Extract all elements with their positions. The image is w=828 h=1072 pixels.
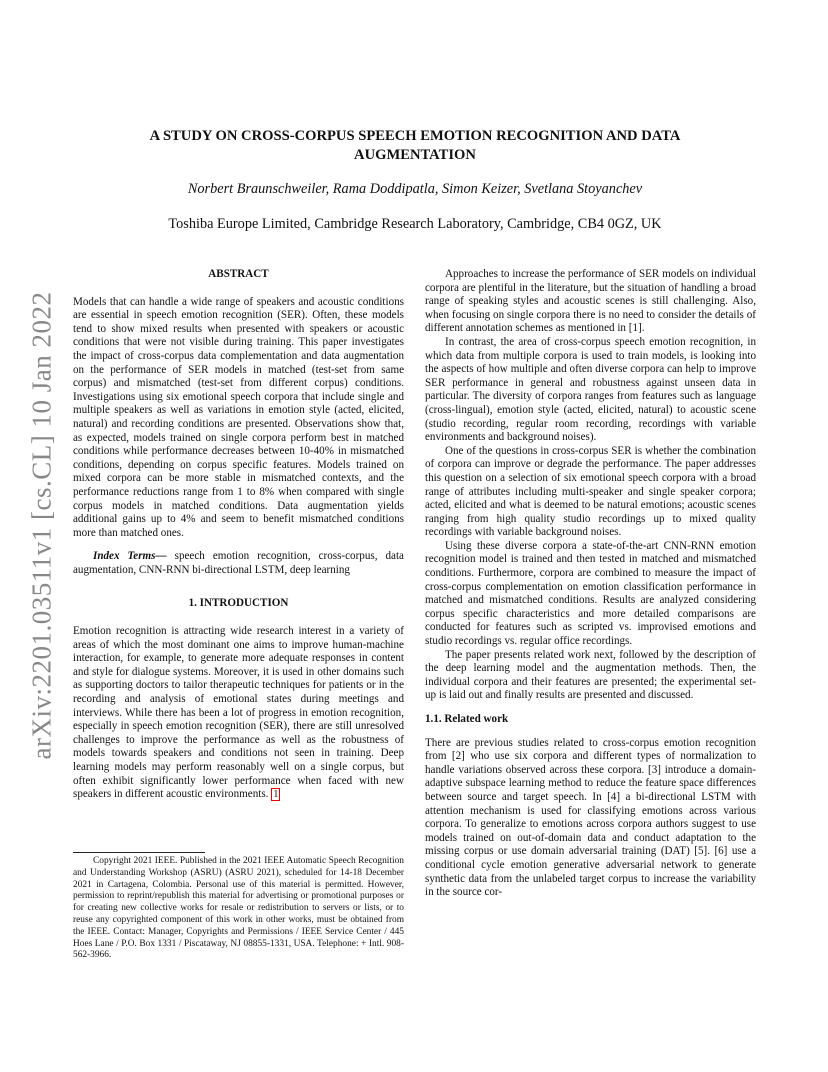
- related-work-text-1: There are previous studies related to cross-corpus emotion recognition from: [425, 736, 756, 763]
- index-terms-text: speech emotion recognition, cross-corpus, data augmentation, CNN-RNN bi-directional LSTM, deep learning: [73, 550, 404, 576]
- citation-link-5[interactable]: [5]: [694, 845, 708, 858]
- introduction-paragraph-1: [73, 625, 404, 802]
- citation-link-6[interactable]: [6]: [714, 845, 728, 858]
- index-terms-label: Index Terms—: [93, 550, 167, 563]
- citation-link-3[interactable]: [3]: [648, 763, 661, 776]
- abstract-text: Models that can handle a wide range of speakers and acoustic conditions are essential in speech emotion recognition (SER). Often, these models tend to show mixed results when presented with speakers or acoustic conditions that were not visible during training. This paper investigates the impact of cross-corpus data complementation and data augmentation on the performance of SER models in matched (test-set from same corpus) and mismatched (test-set from different corpus) conditions. Investigations using six emotional speech corpora that include single and multiple speakers as well as variations in emotion style (acted, elicited, natural) and recording conditions are presented. Observations show that, as expected, models trained on single corpora perform best in matched conditions while performance decreases between 10-40% in mismatched conditions, depending on corpus specific features. Models trained on mixed corpora can be more stable in mismatched contexts, and the performance reductions range from 1 to 8% when compared with single corpus models in matched conditions. Data augmentation yields additional gains up to 4% and seem to benefit mismatched conditions more than matched ones.: [73, 295, 404, 539]
- arxiv-identifier-text: arXiv:2201.03511v1 [cs.CL] 10 Jan 2022: [26, 291, 57, 759]
- related-work-text-3: introduce a domain-adaptive subspace learning method to reduce the feature space differences between source and target speech. In: [425, 763, 756, 803]
- citation-link-4[interactable]: [4]: [607, 790, 621, 803]
- citation-link-1[interactable]: [1]: [628, 322, 642, 335]
- related-work-text-2: who use six corpora and different types of normalization to handle variations observed across these corpora.: [425, 750, 756, 776]
- related-work-text-6: use a conditional cycle emotion generative adversarial network to generate synthetic data from the unlabeled target corpus to increase the variability in the source cor-: [425, 845, 757, 899]
- right-column: [425, 268, 756, 900]
- citation-link-2[interactable]: [2]: [451, 750, 465, 763]
- footnote-marker-link[interactable]: 1: [273, 789, 279, 801]
- introduction-paragraph-2-end: .: [641, 322, 645, 335]
- paper-authors: Norbert Braunschweiler, Rama Doddipatla, Simon Keizer, Svetlana Stoyanchev: [187, 181, 643, 197]
- introduction-paragraph-4: One of the questions in cross-corpus SER is whether the combination of corpora can improve or degrade the performance. The paper addresses this question on a selection of six emotional speech corpora with a broad range of attributes including multi-speaker and single speaker corpora; acted, elicited and what is deemed to be natural emotions; acoustic scenes ranging from high quality studio recordings up to mixed quality recordings with variable background noises.: [425, 444, 756, 539]
- paper-affiliation: Toshiba Europe Limited, Cambridge Research Laboratory, Cambridge, CB4 0GZ, UK: [168, 216, 662, 232]
- introduction-paragraph-1-text: Emotion recognition is attracting wide research interest in a variety of areas of which the most dominant one aims to improve human-machine interaction, for example, to generate more adequate responses in content and style for dialogue systems. Moreover, it is used in other domains such as supporting doctors to tailor therapeutic techniques for patients or in the recording and analysis of emotional states during meetings and interviews. While there has been a lot of progress in emotion recognition, especially in speech emotion recognition (SER), there are still unresolved challenges to improve the performance as well as the robustness of models towards speakers and conditions not seen in training. Deep learning models may perform reasonably well on a single corpus, but often exhibit significantly lower performance when faced with new speakers in different acoustic environments.: [73, 625, 404, 801]
- introduction-paragraph-2: [425, 268, 756, 336]
- copyright-footnote: Copyright 2021 IEEE. Published in the 2021 IEEE Automatic Speech Recognition and Understanding Workshop (ASRU) (ASRU 2021), scheduled for 14-18 December 2021 in Cartagena, Colombia. Personal use of this material is permitted. However, permission to reprint/republish this material for advertising or promotional purposes or for creating new collective works for resale or redistribution to servers or lists, or to reuse any copyrighted component of this work in other works, must be obtained from the IEEE. Contact: Manager, Copyrights and Permissions / IEEE Service Center / 445 Hoes Lane / P.O. Box 1331 / Piscataway, NJ 08855-1331, USA. Telephone: + Intl. 908-562-3966.: [73, 856, 404, 961]
- introduction-heading: 1. INTRODUCTION: [188, 597, 289, 610]
- related-work-text-5: .: [707, 845, 715, 858]
- index-terms: [73, 550, 404, 577]
- introduction-paragraph-3: In contrast, the area of cross-corpus speech emotion recognition, in which data from multiple corpora is used to train models, is looking into the aspects of how multiple and often diverse corpora can help to improve SER performance in general and robustness against unseen data in particular. The diversity of corpora ranges from features such as language (cross-lingual), emotion style (acted, elicited, natural) to acoustic scene (studio recording, regular room recording, recordings with variable environments and background noises).: [425, 335, 756, 444]
- footnote-divider: [73, 852, 205, 853]
- introduction-paragraph-2-text: Approaches to increase the performance of SER models on individual corpora are plentiful in the literature, but the situation of handling a broad range of speaking styles and acoustic scenes is still challenging. Also, when focusing on single corpora there is no need to consider the details of different annotation schemes as mentioned in: [425, 268, 756, 335]
- introduction-paragraph-5: Using these diverse corpora a state-of-the-art CNN-RNN emotion recognition model is trained and then tested in matched and mismatched conditions. Furthermore, corpora are combined to measure the impact of cross-corpus complementation on emotion classification performance in matched and mismatched conditions. Results are analyzed considering corpus specific characteristics and more detailed comparisons are conducted for features such as scripted vs. improvised emotions and studio recordings vs. regular office recordings.: [425, 539, 756, 648]
- introduction-paragraph-6: The paper presents related work next, followed by the description of the deep learning model and the augmentation methods. Then, the individual corpora and their features are presented; the experimental set-up is laid out and finally results are presented and discussed.: [425, 648, 756, 702]
- paper-title: A STUDY ON CROSS-CORPUS SPEECH EMOTION RECOGNITION AND DATA AUGMENTATION: [149, 128, 681, 163]
- abstract-heading: ABSTRACT: [208, 268, 269, 280]
- related-work-paragraph: [425, 737, 756, 900]
- arxiv-identifier-stamp: [22, 290, 62, 760]
- related-work-text-4: a bi-directional LSTM with attention mechanism is used for classifying emotions across various corpora. To generalize to emotions across corpora authors suggest to use models trained on out-of-domain data and conduct adaptation to the missing corpus or use domain adversarial training (DAT): [425, 790, 756, 858]
- left-column: [73, 268, 404, 802]
- related-work-heading: 1.1. Related work: [425, 713, 509, 725]
